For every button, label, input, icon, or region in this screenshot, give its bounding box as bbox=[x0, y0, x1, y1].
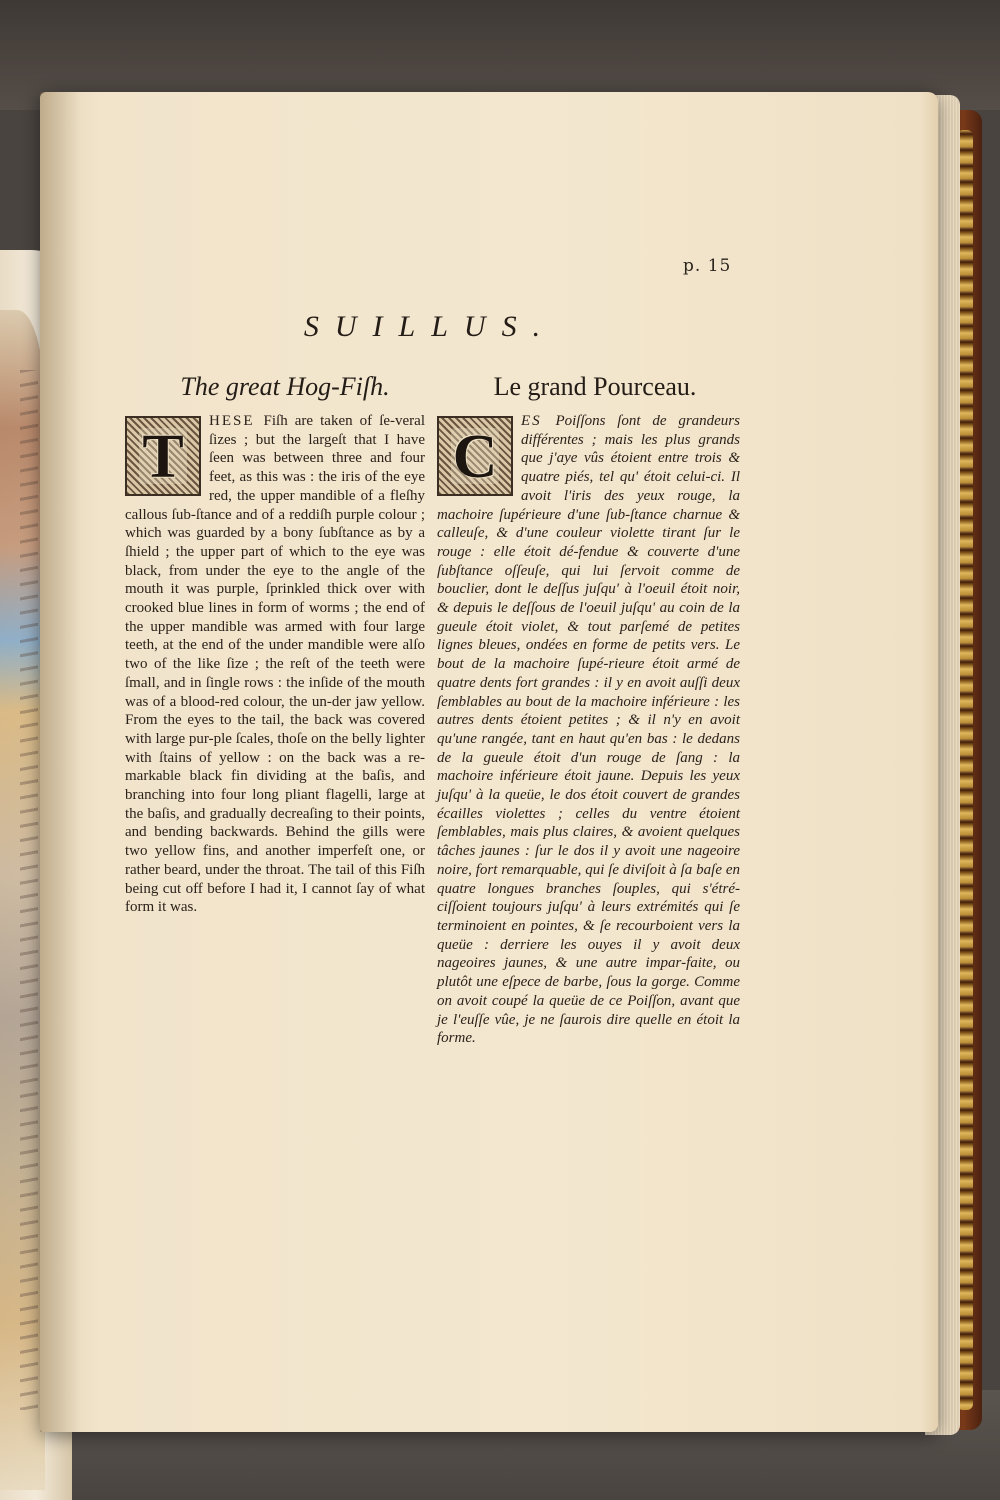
english-body-text: Fiſh are taken of ſe-veral ſizes ; but the largeſt that I have ſeen was between three and four feet, as this was : the iris of the eye red, the upper mandible of a fleſhy callous ſub-ſtance and of a reddiſh purple colour ; which was guarded by a bony ſubſtance as by a ſhield ; the upper part of which to the eye was black, from under the eye to the angle of the mouth it was purple, ſprinkled thick over with crooked blue lines in form of worms ; the end of the upper mandible was armed with four large teeth, at the end of the under mandible were alſo two of the like ſize ; the reſt of the teeth were ſmall, and in ſingle rows : the inſide of the mouth was of a blood-red colour, the un-der jaw yellow. From the eyes to the tail, the back was covered with large pur-ple ſcales, thoſe on the belly lighter with ſtains of yellow : on the back was a re-markable black fin dividing at the baſis, and branching into four long pliant flagelli, large at the baſis, and gradually decreaſing to their points, and bending backwards. Behind the gills were two yellow fins, and another imperfeſt one, or rather beard, under the throat. The tail of this Fiſh being cut off before I had it, I cannot ſay of what form it was. bbox=[125, 413, 425, 916]
english-heading: The great Hog-Fiſh. bbox=[180, 372, 390, 401]
french-column bbox=[437, 412, 740, 1048]
drop-cap-letter: T bbox=[142, 423, 184, 491]
french-first-word: ES bbox=[521, 413, 556, 429]
page-number: p. 15 bbox=[683, 256, 732, 276]
gutter-shadow bbox=[40, 92, 80, 1432]
english-column bbox=[125, 412, 425, 917]
drop-cap-french bbox=[437, 416, 513, 496]
drop-cap-letter: C bbox=[452, 423, 498, 491]
english-first-word: HESE bbox=[209, 413, 264, 429]
drop-cap-english bbox=[125, 416, 201, 496]
page-title: SUILLUS. bbox=[303, 310, 557, 343]
french-body-text: Poiſſons ſont de grandeurs différentes ; mais les plus grands que j'aye vûs étoient entre trois & quatre piés, tel qu' étoit celui-ci. Il avoit l'iris des yeux rouge, la machoire ſupérieure d'une ſub-ſtance charnue & calleuſe, & d'une couleur violette tirant ſur le rouge : elle étoit dé-fendue & couverte d'une ſubſtance oſſeuſe, qui lui ſervoit comme de bouclier, dont le deſſus juſqu' à l'oeuil étoit noir, & depuis le deſſous de l'oeuil juſqu' au coin de la gueule étoit violet, & tout parſemé de petites lignes bleues, ondées en forme de petits vers. Le bout de la machoire ſupé-rieure étoit armé de quatre dents fort grandes : il y en avoit auſſi deux ſemblables au bout de la machoire inférieure : les autres dents étoient petites ; & il n'y en avoit qu'une rangée, tant en haut qu'en bas : le dedans de la gueule étoit d'un rouge de ſang : la machoire inférieure étoit jaune. Depuis les yeux juſqu' à la queüe, le dos étoit couvert de grandes écailles violettes ; celles du ventre étoient ſemblables, mais plus claires, & avoient quelques tâches jaunes : ſur le dos il y avoit une nageoire noire, fort remarquable, qui ſe diviſoit à ſa baſe en quatre longues branches ſouples, qui s'étré-ciſſoient toujours juſqu' à leurs extrémités qui ſe terminoient en pointes, & ſe recourboient vers la queüe : derriere les ouyes il y avoit deux nageoires jaunes, & une autre impar-faite, ou plutôt une eſpece de barbe, ſous la gorge. Comme on avoit coupé la queüe de ce Poiſſon, avant que je l'euſſe vûe, je ne ſaurois dire quelle en étoit la forme. bbox=[437, 413, 740, 1047]
french-heading: Le grand Pourceau. bbox=[493, 372, 697, 401]
fish-scales bbox=[20, 370, 38, 1410]
